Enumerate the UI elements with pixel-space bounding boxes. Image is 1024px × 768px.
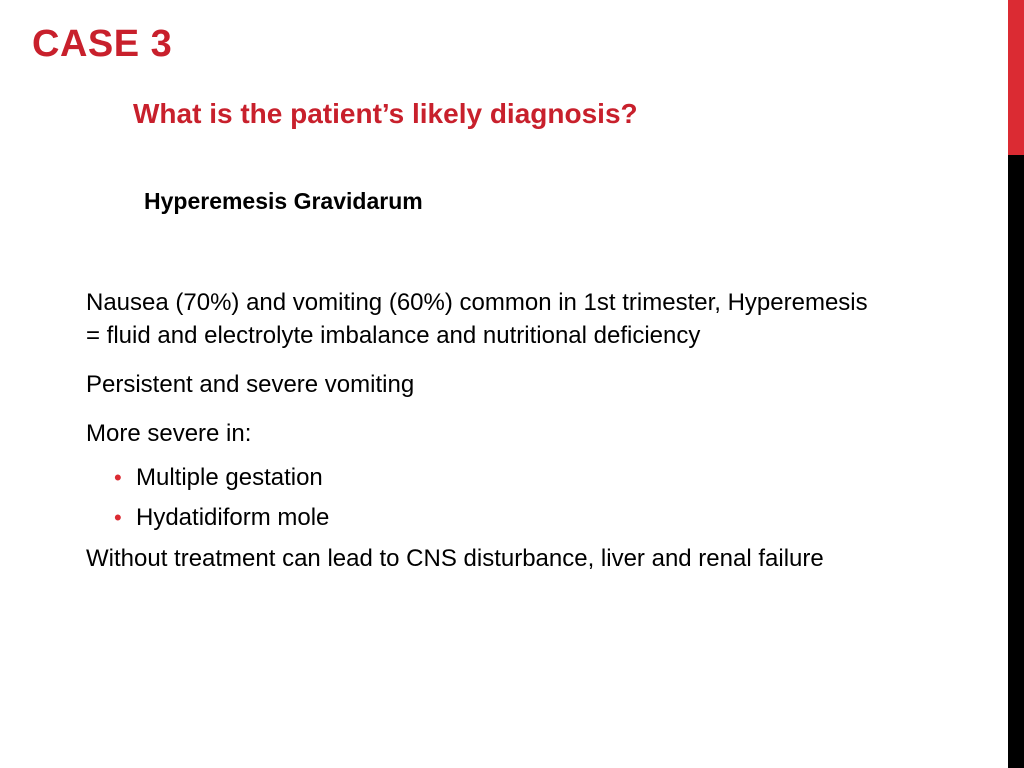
paragraph-nausea-vomiting: Nausea (70%) and vomiting (60%) common in 1st trimester, Hyperemesis = fluid and electrolyte imbalance and nutritional deficiency [86,289,868,349]
slide-body [86,286,886,575]
bullet-dot-icon: • [114,505,122,530]
bullet-item [86,502,886,534]
slide-question: What is the patient’s likely diagnosis? [133,98,638,129]
paragraph-more-severe: More severe in: [86,420,252,447]
side-accent-bar-red [1008,0,1024,155]
paragraph-persistent-vomiting: Persistent and severe vomiting [86,371,415,398]
paragraph-treatment: Without treatment can lead to CNS disturbance, liver and renal failure [86,545,824,572]
bullet-text: Multiple gestation [136,464,323,491]
diagnosis-answer: Hyperemesis Gravidarum [144,188,423,214]
bullet-item [86,462,886,494]
slide-title: CASE 3 [32,23,173,65]
bullet-text: Hydatidiform mole [136,504,330,531]
side-accent-bar-black [1008,155,1024,768]
bullet-dot-icon: • [114,465,122,490]
bullet-list [86,462,886,534]
